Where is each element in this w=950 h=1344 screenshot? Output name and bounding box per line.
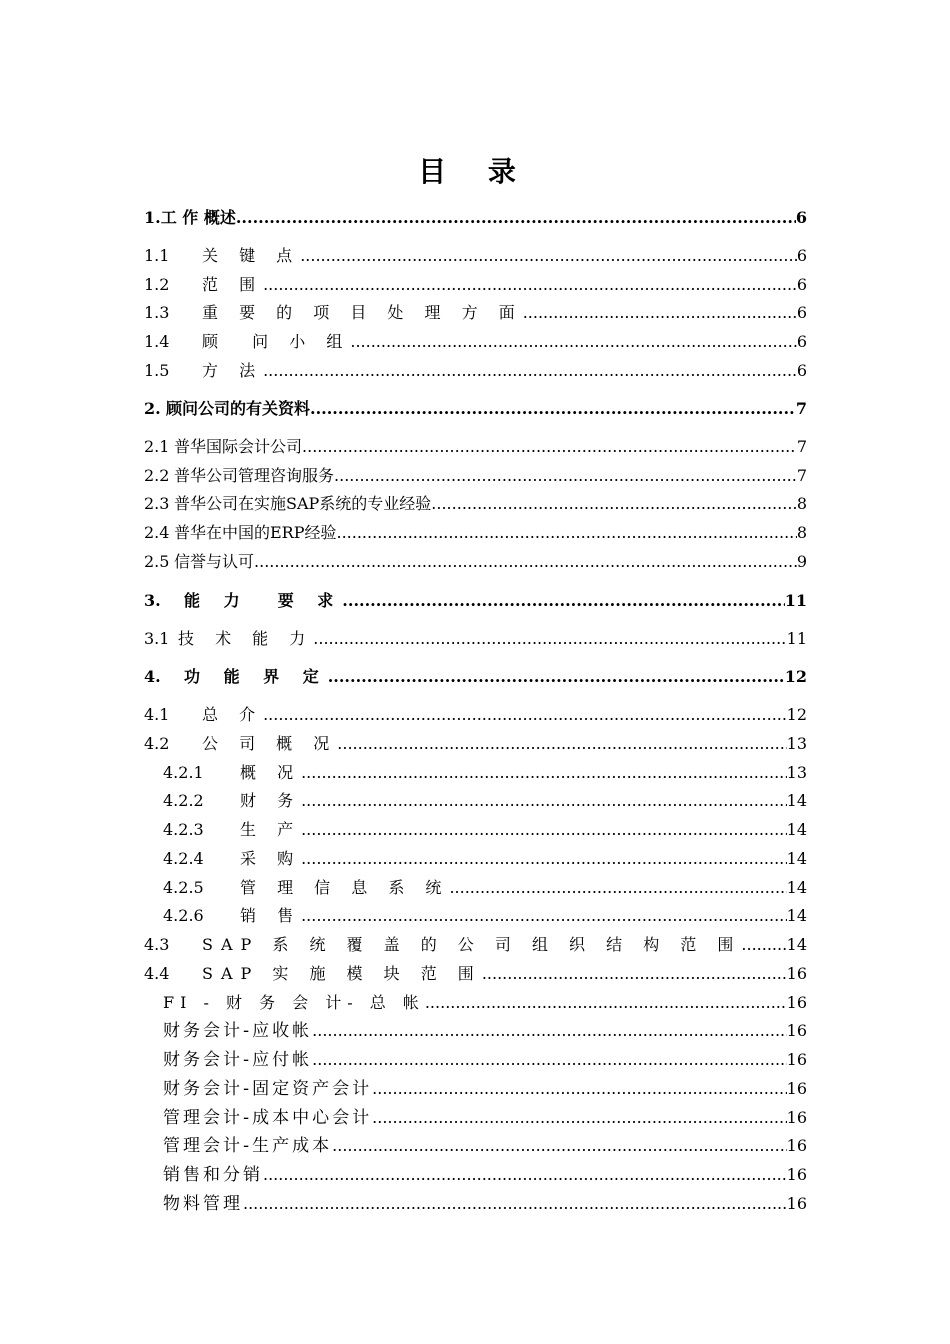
- toc-entry-co-production-cost[interactable]: [163, 1130, 807, 1156]
- toc-entry-label: 顾问公司的有关资料: [166, 399, 311, 418]
- toc-entry-page: 16: [786, 1108, 807, 1127]
- toc-entry-materials-management[interactable]: [163, 1188, 807, 1214]
- toc-entry-4-2-4[interactable]: [163, 843, 807, 869]
- toc-entry-4-2-6[interactable]: [163, 900, 807, 926]
- toc-entry-4-2-1[interactable]: [163, 757, 807, 783]
- dot-leader: [310, 399, 796, 419]
- toc-entry-4-1[interactable]: [144, 699, 807, 725]
- toc-entry-2-5[interactable]: [144, 546, 807, 572]
- toc-entry-label: 概 况: [240, 763, 302, 782]
- toc-entry-page: 16: [786, 1136, 807, 1155]
- toc-entry-fi-payables[interactable]: [163, 1044, 807, 1070]
- toc-entry-2[interactable]: [144, 393, 807, 419]
- toc-entry-3[interactable]: [144, 585, 807, 611]
- toc-entry-number: 1.4: [144, 332, 170, 351]
- dot-leader: [301, 763, 787, 783]
- toc-entry-4-2[interactable]: [144, 728, 807, 754]
- dot-leader: [334, 466, 797, 486]
- toc-entry-page: 13: [786, 734, 807, 753]
- toc-entry-number: 4.2.4: [163, 849, 204, 868]
- toc-entry-fi-receivables[interactable]: [163, 1015, 807, 1041]
- dot-leader: [263, 705, 787, 725]
- toc-entry-label: 信誉与认可: [174, 552, 255, 571]
- toc-entry-page: 7: [795, 399, 807, 418]
- toc-entry-page: 16: [786, 1165, 807, 1184]
- dot-leader: [301, 820, 787, 840]
- toc-entry-1-1[interactable]: [144, 240, 807, 266]
- toc-entry-page: 12: [784, 667, 807, 686]
- toc-entry-4-4[interactable]: [144, 958, 807, 984]
- toc-entry-number: 2.2: [144, 466, 170, 485]
- dot-leader: [312, 1050, 787, 1070]
- dot-leader: [523, 303, 797, 323]
- toc-entry-label: 工 作 概述: [160, 208, 236, 227]
- toc-entry-4-2-2[interactable]: [163, 785, 807, 811]
- toc-entry-number: 3.: [144, 591, 161, 610]
- toc-entry-label: FI - 财 务 会 计- 总 帐: [163, 993, 425, 1012]
- toc-entry-label: 总 介: [202, 705, 264, 724]
- toc-entry-number: 2.: [144, 399, 161, 418]
- toc-entry-number: 4.4: [144, 964, 170, 983]
- toc-entry-page: 8: [796, 494, 807, 513]
- toc-entry-number: 4.2.6: [163, 906, 204, 925]
- toc-entry-label: 财 务: [240, 791, 302, 810]
- toc-entry-number: 4.2.5: [163, 878, 204, 897]
- dot-leader: [425, 993, 787, 1013]
- dot-leader: [301, 906, 787, 926]
- toc-entry-page: 6: [796, 246, 807, 265]
- toc-entry-number: 2.1: [144, 437, 170, 456]
- toc-entry-4[interactable]: [144, 661, 807, 687]
- toc-entry-number: 1.: [144, 208, 161, 227]
- dot-leader: [263, 1165, 787, 1185]
- toc-entry-label: SAP 实 施 模 块 范 围: [202, 964, 482, 983]
- dot-leader: [482, 964, 787, 984]
- dot-leader: [332, 1136, 787, 1156]
- toc-entry-page: 13: [786, 763, 807, 782]
- toc-entry-label: 公 司 概 况: [202, 734, 338, 753]
- toc-title: 目 录: [418, 155, 532, 188]
- toc-entry-page: 14: [786, 820, 807, 839]
- toc-entry-number: 1.1: [144, 246, 170, 265]
- toc-entry-page: 14: [786, 849, 807, 868]
- toc-entry-page: 6: [795, 208, 807, 227]
- toc-entry-page: 14: [786, 878, 807, 897]
- toc-entry-number: 4.2.1: [163, 763, 204, 782]
- toc-entry-number: 1.3: [144, 303, 170, 322]
- toc-entry-page: 6: [796, 332, 807, 351]
- toc-entry-2-1[interactable]: [144, 431, 807, 457]
- dot-leader: [313, 629, 786, 649]
- toc-entry-page: 6: [796, 275, 807, 294]
- toc-entry-number: 4.1: [144, 705, 170, 724]
- toc-entry-label: 普华公司在实施SAP系统的专业经验: [174, 494, 432, 513]
- dot-leader: [337, 523, 797, 543]
- toc-entry-page: 8: [796, 523, 807, 542]
- toc-entry-co-cost-center[interactable]: [163, 1102, 807, 1128]
- toc-entry-page: 11: [786, 629, 807, 648]
- dot-leader: [301, 791, 787, 811]
- toc-entry-page: 16: [786, 1079, 807, 1098]
- toc-entry-number: 3.1: [144, 629, 170, 648]
- dot-leader: [312, 1021, 787, 1041]
- toc-entry-label: 关 键 点: [202, 246, 301, 265]
- toc-entry-4-3[interactable]: [144, 929, 807, 955]
- toc-entry-4-2-3[interactable]: [163, 814, 807, 840]
- dot-leader: [302, 437, 797, 457]
- toc-entry-label: 能 力 要 求: [184, 591, 343, 610]
- toc-entry-number: 4.2: [144, 734, 170, 753]
- dot-leader: [236, 208, 796, 228]
- toc-entry-number: 2.4: [144, 523, 170, 542]
- dot-leader: [431, 494, 797, 514]
- toc-entry-page: 14: [786, 906, 807, 925]
- toc-entry-label: SAP 系 统 覆 盖 的 公 司 组 织 结 构 范 围: [202, 935, 742, 954]
- toc-entry-number: 2.5: [144, 552, 170, 571]
- toc-entry-page: 16: [786, 1021, 807, 1040]
- toc-entry-page: 7: [796, 466, 807, 485]
- dot-leader: [301, 849, 787, 869]
- toc-entry-page: 14: [786, 791, 807, 810]
- toc-entry-label: 重 要 的 项 目 处 理 方 面: [202, 303, 523, 322]
- dot-leader: [741, 935, 786, 955]
- toc-entry-page: 16: [786, 964, 807, 983]
- toc-entry-1-5[interactable]: [144, 355, 807, 381]
- toc-entry-page: 16: [786, 1050, 807, 1069]
- toc-entry-fi-general-ledger[interactable]: [163, 987, 807, 1013]
- toc-entry-4-2-5[interactable]: [163, 872, 807, 898]
- toc-entry-label: 普华国际会计公司: [174, 437, 303, 456]
- toc-entry-number: 1.5: [144, 361, 170, 380]
- toc-entry-page: 6: [796, 361, 807, 380]
- dot-leader: [350, 332, 796, 352]
- dot-leader: [254, 552, 797, 572]
- toc-entry-page: 9: [796, 552, 807, 571]
- toc-entry-label: 功 能 界 定: [184, 667, 328, 686]
- toc-entry-label: 采 购: [240, 849, 302, 868]
- toc-entry-page: 12: [786, 705, 807, 724]
- toc-entry-label: 技 术 能 力: [178, 629, 314, 648]
- dot-leader: [300, 246, 797, 266]
- toc-entry-label: 管理会计-成本中心会计: [163, 1108, 373, 1128]
- toc-entry-2-4[interactable]: [144, 517, 807, 543]
- toc-entry-number: 2.3: [144, 494, 170, 513]
- toc-entry-2-3[interactable]: [144, 488, 807, 514]
- dot-leader: [263, 275, 797, 295]
- toc-entry-label: 销 售: [240, 906, 302, 925]
- toc-entry-1-3[interactable]: [144, 297, 807, 323]
- toc-entry-label: 财务会计-应收帐: [163, 1021, 313, 1041]
- toc-entry-label: 顾 问 小 组: [202, 332, 351, 351]
- toc-entry-label: 物料管理: [163, 1194, 243, 1214]
- toc-entry-number: 1.2: [144, 275, 170, 294]
- dot-leader: [243, 1194, 787, 1214]
- dot-leader: [342, 591, 784, 611]
- toc-entry-label: 普华在中国的ERP经验: [174, 523, 337, 542]
- toc-entry-1-2[interactable]: [144, 269, 807, 295]
- toc-entry-1-4[interactable]: [144, 326, 807, 352]
- toc-entry-label: 销售和分销: [163, 1165, 263, 1185]
- toc-entry-number: 4.2.2: [163, 791, 204, 810]
- dot-leader: [372, 1108, 787, 1128]
- dot-leader: [328, 667, 785, 687]
- toc-entry-number: 4.2.3: [163, 820, 204, 839]
- toc-entry-page: 7: [796, 437, 807, 456]
- toc-entry-label: 范 围: [202, 275, 264, 294]
- toc-entry-label: 普华公司管理咨询服务: [174, 466, 335, 485]
- toc-entry-label: 方 法: [202, 361, 264, 380]
- toc-entry-2-2[interactable]: [144, 460, 807, 486]
- toc-entry-page: 14: [786, 935, 807, 954]
- toc-entry-3-1[interactable]: [144, 623, 807, 649]
- toc-entry-label: 生 产: [240, 820, 302, 839]
- toc-entry-label: 财务会计-固定资产会计: [163, 1079, 373, 1099]
- toc-entry-page: 16: [786, 993, 807, 1012]
- toc-entry-label: 管 理 信 息 系 统: [240, 878, 450, 897]
- dot-leader: [372, 1079, 787, 1099]
- toc-entry-page: 11: [784, 591, 807, 610]
- toc-entry-label: 财务会计-应付帐: [163, 1050, 313, 1070]
- toc-entry-number: 4.3: [144, 935, 170, 954]
- toc-entry-number: 4.: [144, 667, 161, 686]
- dot-leader: [449, 878, 786, 898]
- toc-entry-page: 16: [786, 1194, 807, 1213]
- toc-entry-label: 管理会计-生产成本: [163, 1136, 333, 1156]
- dot-leader: [337, 734, 786, 754]
- toc-entry-sales-distribution[interactable]: [163, 1159, 807, 1185]
- toc-entry-fi-fixed-assets[interactable]: [163, 1073, 807, 1099]
- dot-leader: [263, 361, 797, 381]
- toc-entry-1[interactable]: [144, 202, 807, 228]
- toc-entry-page: 6: [796, 303, 807, 322]
